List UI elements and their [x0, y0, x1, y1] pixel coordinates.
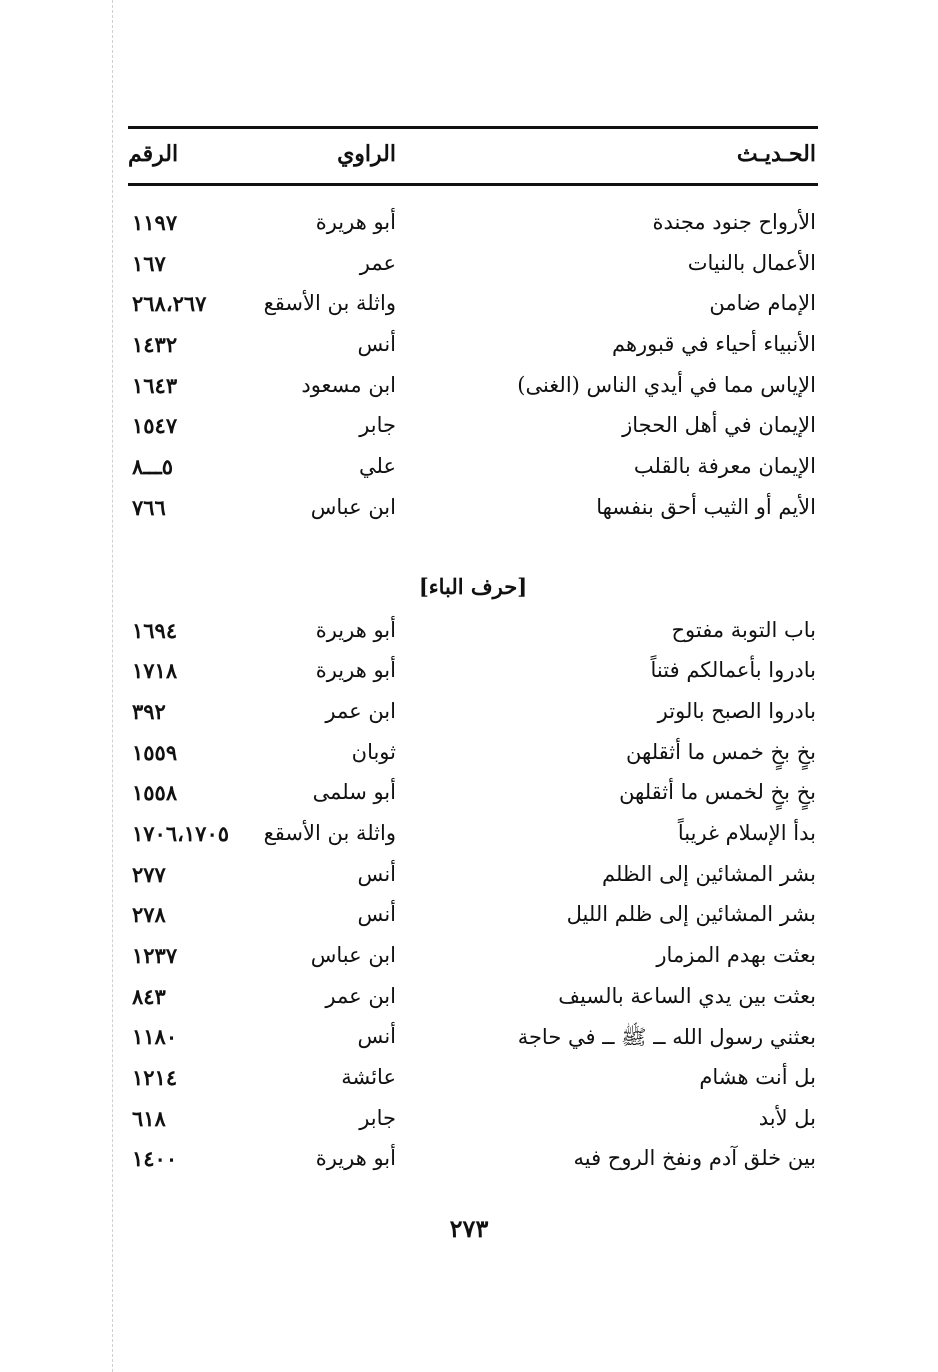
- narrator-name: علي: [359, 454, 396, 479]
- reference-number: ٢٧٧: [132, 861, 166, 887]
- hadith-text: باب التوبة مفتوح: [671, 617, 816, 642]
- reference-number: ١٤٣٢: [132, 332, 178, 358]
- reference-number: ٧٦٦: [132, 494, 166, 520]
- hadith-text: الإيمان في أهل الحجاز: [622, 413, 816, 438]
- table-row: [128, 204, 818, 245]
- narrator-name: جابر: [359, 413, 396, 438]
- narrator-name: ابن عباس: [310, 494, 396, 519]
- narrator-name: جابر: [359, 1105, 396, 1130]
- narrator-name: أنس: [357, 332, 396, 357]
- narrator-name: أنس: [357, 902, 396, 927]
- table-row: [128, 734, 818, 775]
- table-row: [128, 326, 818, 367]
- table-row: [128, 407, 818, 448]
- hadith-text: الأرواح جنود مجندة: [652, 210, 816, 234]
- reference-number: ١١٩٧: [132, 210, 178, 235]
- table-row: [128, 1100, 818, 1141]
- table-row: [128, 612, 818, 653]
- narrator-name: أبو سلمى: [312, 780, 396, 805]
- binding-margin-line: [112, 0, 113, 1372]
- table-row: [128, 652, 818, 693]
- hadith-text: بشر المشائين إلى الظلم: [602, 861, 816, 886]
- narrator-name: أبو هريرة: [315, 210, 396, 234]
- table-row: [128, 896, 818, 937]
- hadith-text: بخٍ بخٍ خمس ما أثقلهن: [626, 739, 816, 764]
- table-row: [128, 367, 818, 408]
- reference-number: ٣٩٢: [132, 698, 166, 724]
- hadith-text: بل لأبد: [758, 1105, 816, 1130]
- narrator-name: ابن عمر: [325, 983, 396, 1008]
- hadith-text: بدأ الإسلام غريباً: [677, 820, 816, 845]
- section-title: [حرف الباء]: [418, 573, 528, 599]
- hadith-text: بادروا بأعمالكم فتناً: [650, 658, 816, 683]
- reference-number: ٥ـــ٨: [132, 454, 174, 480]
- narrator-name: ابن عباس: [310, 943, 396, 967]
- reference-number: ١٤٠٠: [132, 1146, 178, 1172]
- reference-number: ١٧٠٦،١٧٠٥: [132, 820, 230, 846]
- narrator-name: أنس: [357, 861, 396, 886]
- table-header: [128, 129, 818, 183]
- header-narrator: الراوي: [337, 141, 396, 167]
- narrator-name: عائشة: [341, 1065, 396, 1090]
- reference-number: ١٥٥٩: [132, 739, 178, 765]
- hadith-text: الأيم أو الثيب أحق بنفسها: [596, 494, 816, 519]
- reference-number: ٨٤٣: [132, 983, 166, 1009]
- hadith-text: الإمام ضامن: [709, 291, 816, 316]
- hadith-text: بادروا الصبح بالوتر: [657, 698, 816, 723]
- header-hadith: الحـديـث: [736, 141, 816, 167]
- index-page: [128, 126, 818, 1181]
- hadith-text: بعثني رسول الله ــ ﷺ ــ في حاجة: [517, 1025, 816, 1050]
- table-row: [128, 774, 818, 815]
- table-row: [128, 448, 818, 489]
- hadith-text: بل أنت هشام: [699, 1065, 816, 1090]
- reference-number: ٢٧٨: [132, 902, 166, 928]
- hadith-text: الإياس مما في أيدي الناس (الغنى): [517, 372, 816, 397]
- hadith-text: الأعمال بالنيات: [687, 250, 816, 275]
- reference-number: ١٧١٨: [132, 658, 178, 684]
- table-row: [128, 285, 818, 326]
- narrator-name: ابن عمر: [325, 698, 396, 723]
- reference-number: ١٥٤٧: [132, 413, 178, 439]
- table-row: [128, 1018, 818, 1059]
- page-number: ٢٧٣: [449, 1214, 489, 1243]
- narrator-name: أبو هريرة: [315, 1146, 396, 1171]
- table-row: [128, 1059, 818, 1100]
- reference-number: ١٢١٤: [132, 1065, 178, 1091]
- index-group-ba: [128, 612, 818, 1182]
- reference-number: ١٦٩٤: [132, 617, 178, 643]
- reference-number: ١٦٧: [132, 250, 166, 276]
- hadith-text: الإيمان معرفة بالقلب: [633, 454, 816, 479]
- section-heading: [128, 530, 818, 612]
- reference-number: ٦١٨: [132, 1105, 166, 1131]
- table-row: [128, 245, 818, 286]
- reference-number: ١١٨٠: [132, 1024, 178, 1050]
- hadith-text: بشر المشائين إلى ظلم الليل: [566, 902, 816, 927]
- narrator-name: ثوبان: [351, 739, 396, 764]
- narrator-name: أبو هريرة: [315, 617, 396, 642]
- reference-number: ٢٦٨،٢٦٧: [132, 291, 207, 317]
- reference-number: ١٦٤٣: [132, 372, 178, 398]
- header-number: الرقم: [128, 141, 179, 167]
- table-row: [128, 815, 818, 856]
- table-row: [128, 693, 818, 734]
- narrator-name: أبو هريرة: [315, 658, 396, 683]
- table-row: [128, 978, 818, 1019]
- table-row: [128, 1140, 818, 1181]
- index-group-alif: [128, 204, 818, 530]
- hadith-text: الأنبياء أحياء في قبورهم: [611, 332, 816, 357]
- narrator-name: عمر: [359, 250, 396, 275]
- reference-number: ١٢٣٧: [132, 943, 178, 968]
- reference-number: ١٥٥٨: [132, 780, 178, 806]
- table-row: [128, 856, 818, 897]
- table-row: [128, 489, 818, 530]
- table-row: [128, 937, 818, 978]
- hadith-text: بعثت بهدم المزمار: [656, 943, 816, 967]
- hadith-text: بخٍ بخٍ لخمس ما أثقلهن: [619, 780, 816, 805]
- hadith-text: بين خلق آدم ونفخ الروح فيه: [573, 1146, 816, 1171]
- hadith-text: بعثت بين يدي الساعة بالسيف: [558, 983, 816, 1008]
- narrator-name: واثلة بن الأسقع: [263, 291, 396, 316]
- narrator-name: واثلة بن الأسقع: [263, 820, 396, 845]
- spacer: [128, 186, 818, 204]
- narrator-name: ابن مسعود: [301, 372, 396, 397]
- narrator-name: أنس: [357, 1024, 396, 1049]
